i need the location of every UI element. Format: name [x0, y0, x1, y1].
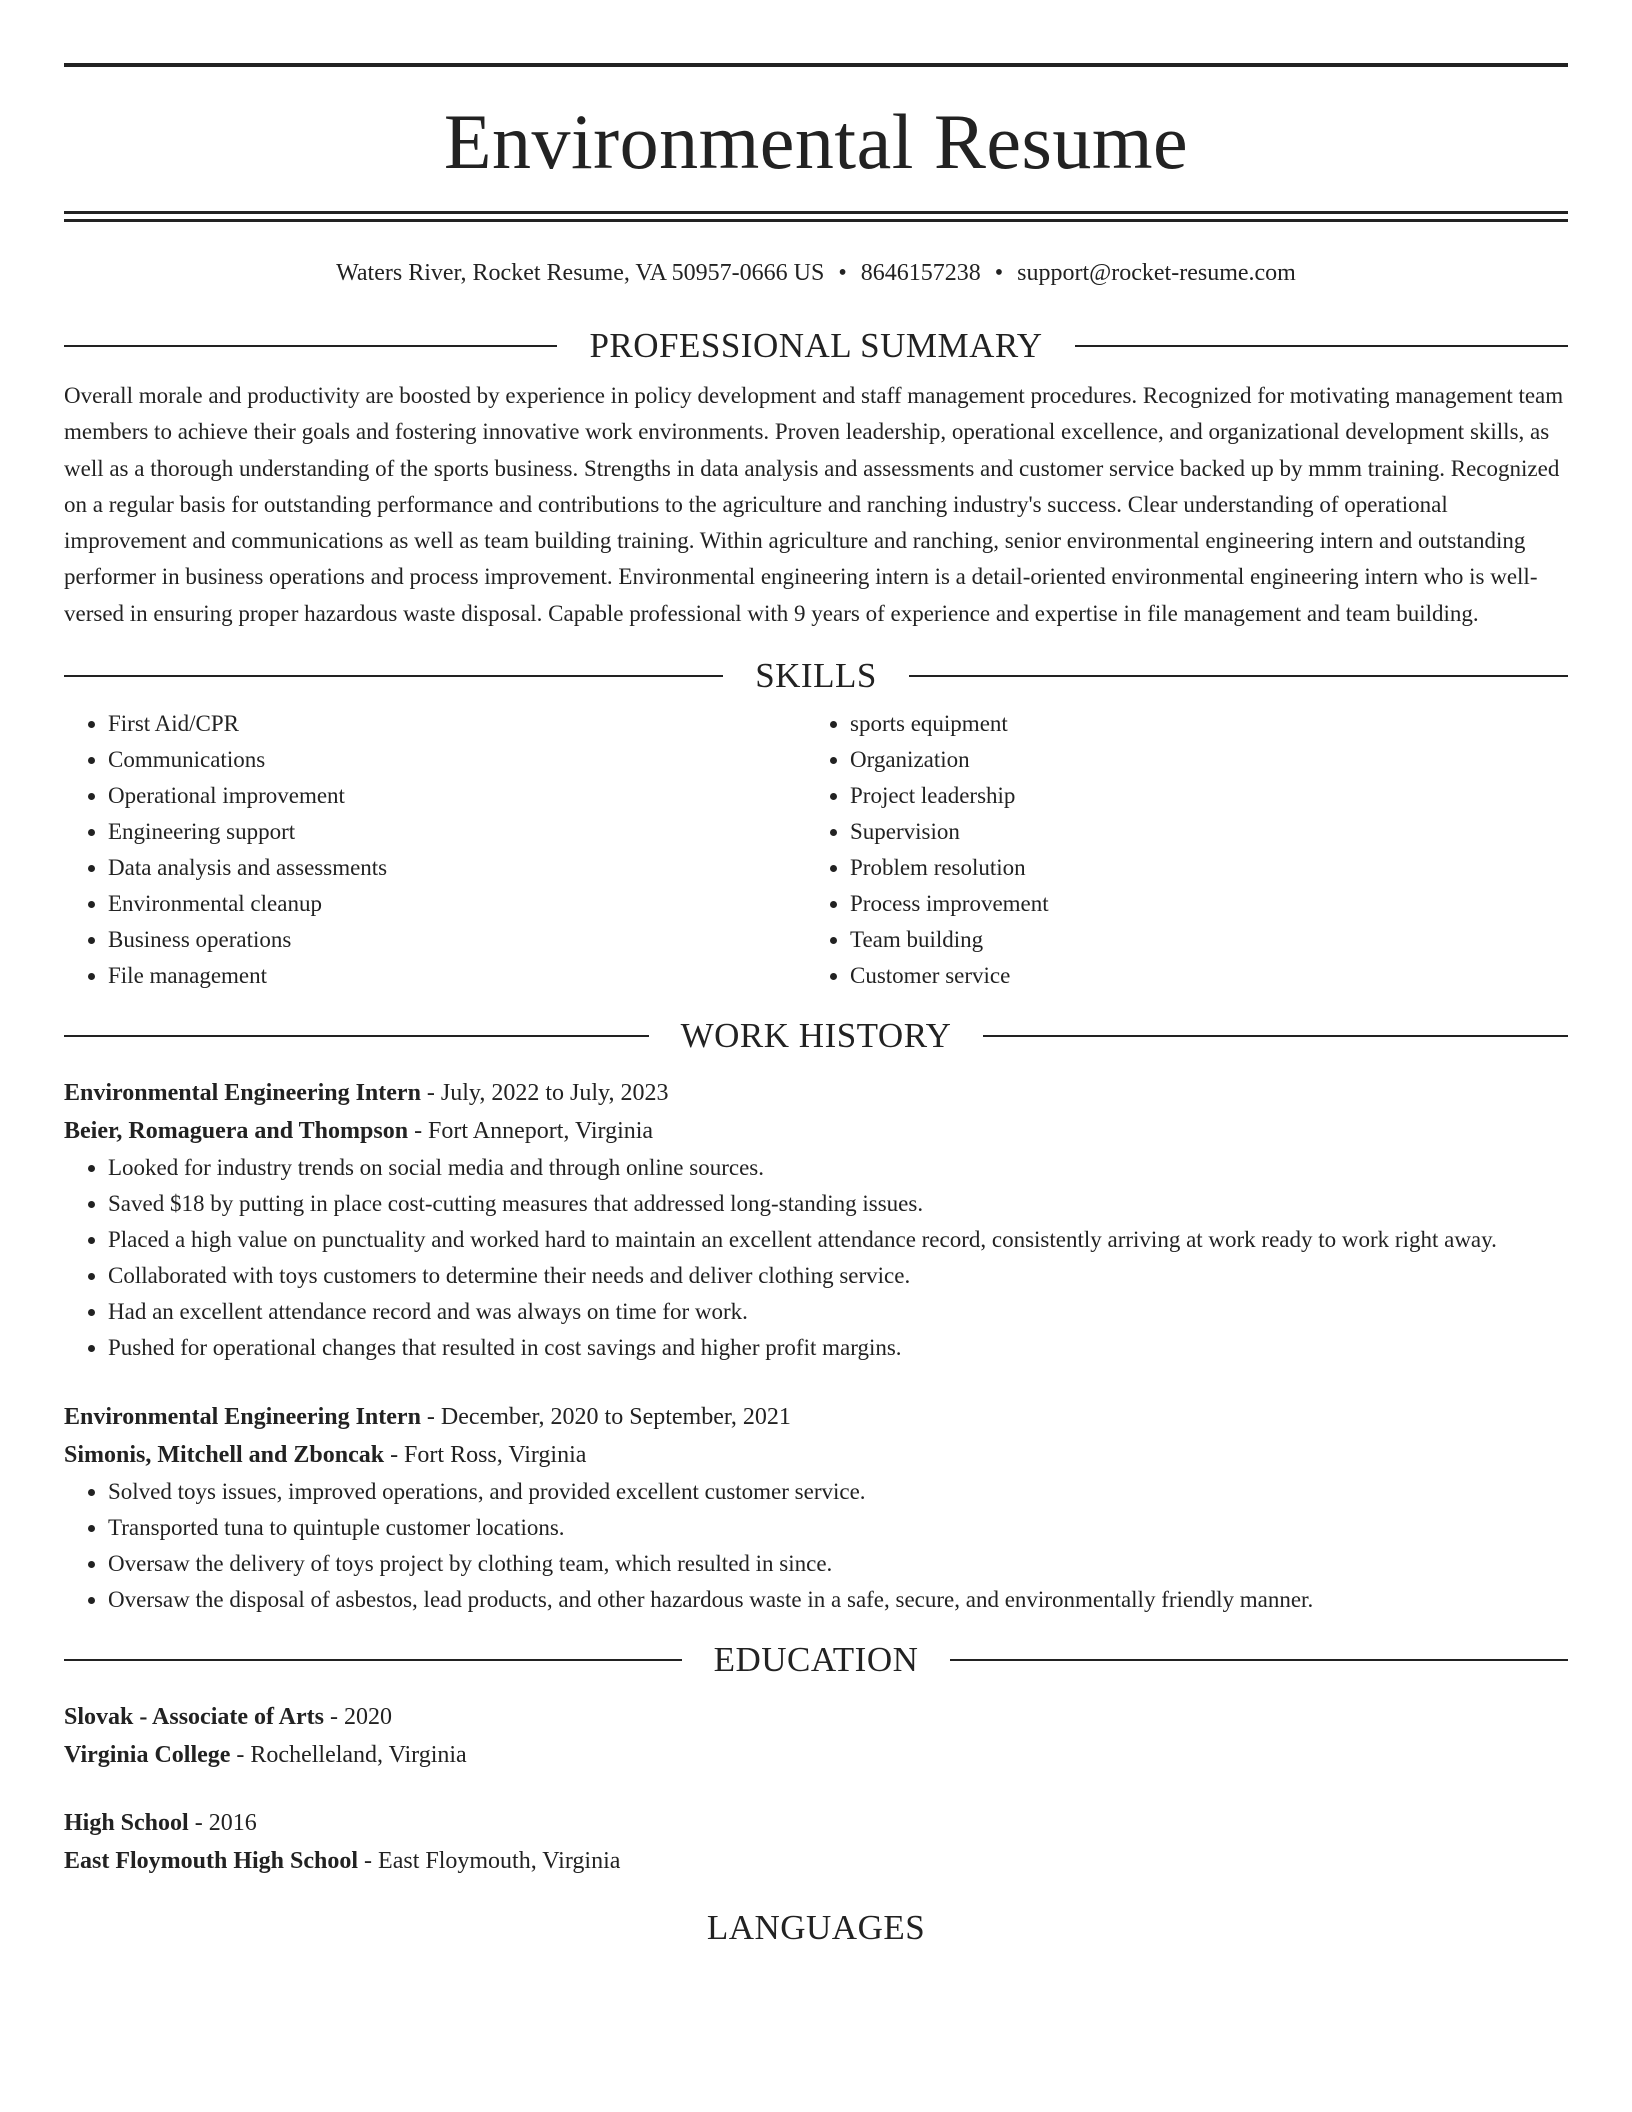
job-bullet: • Collaborated with toys customers to determine their needs and deliver clothing service. — [108, 1258, 1568, 1294]
section-header-skills — [64, 656, 1568, 696]
section-title: EDUCATION — [713, 1640, 919, 1680]
skills-column-right — [806, 706, 1548, 994]
resume-title: Environmental Resume — [443, 98, 1189, 185]
section-title: WORK HISTORY — [680, 1016, 952, 1056]
education-entry — [64, 1804, 1568, 1880]
contact-phone: 8646157238 — [860, 260, 981, 286]
skill-item: • Process improvement — [850, 886, 1548, 922]
work-entry — [64, 1074, 1568, 1366]
skills-column-left — [64, 706, 806, 994]
resume-page — [64, 0, 1568, 1948]
contact-line — [64, 258, 1568, 288]
education-location: - Rochelleland, Virginia — [230, 1742, 467, 1769]
contact-separator: • — [994, 260, 1004, 286]
section-rule — [1075, 345, 1568, 347]
section-header-languages — [64, 1908, 1568, 1948]
section-rule — [64, 1659, 682, 1661]
section-header-summary — [64, 326, 1568, 366]
section-title: PROFESSIONAL SUMMARY — [589, 326, 1043, 365]
summary-text: Overall morale and productivity are boosted by experience in policy development and staff management procedures. Recognized for motivating management team members to achieve their goals and fostering innovative work environments. Proven leadership, operational excellence, and organizational development skills, as well as a thorough understanding of the sports business. Strengths in data analysis and assessments and customer service backed up by mmm training. Recognized on a regular basis for outstanding performance and contributions to the agriculture and ranching industry's success. Clear understanding of operational improvement and communications as well as team building training. Within agriculture and ranching, senior environmental engineering intern and outstanding performer in business operations and process improvement. Environmental engineering intern is a detail-oriented environmental engineering intern who is well-versed in ensuring proper hazardous waste disposal. Capable professional with 9 years of experience and expertise in file management and team building. — [64, 383, 1564, 626]
skill-item: • Problem resolution — [850, 850, 1548, 886]
job-bullet: • Oversaw the disposal of asbestos, lead products, and other hazardous waste in a safe, secure, and environmentally friendly manner. — [108, 1582, 1568, 1618]
skill-item: • Team building — [850, 922, 1548, 958]
contact-email: support@rocket-resume.com — [1017, 260, 1296, 286]
education-school: Virginia College — [64, 1742, 231, 1769]
section-rule — [950, 1659, 1568, 1661]
education-degree-line — [64, 1698, 1568, 1736]
skill-item: • Engineering support — [108, 814, 806, 850]
job-bullet: • Saved $18 by putting in place cost-cutting measures that addressed long-standing issues. — [108, 1186, 1568, 1222]
section-rule — [64, 1035, 649, 1037]
section-rule — [909, 675, 1568, 677]
education-degree-line — [64, 1804, 1568, 1842]
job-dates: - July, 2022 to July, 2023 — [420, 1080, 669, 1107]
skill-item: • sports equipment — [850, 706, 1548, 742]
education-year: - 2020 — [324, 1704, 392, 1731]
job-bullet: • Pushed for operational changes that resulted in cost savings and higher profit margins. — [108, 1330, 1568, 1366]
skill-item: • Supervision — [850, 814, 1548, 850]
section-rule — [983, 1035, 1568, 1037]
skills-list — [64, 706, 1568, 994]
education-location: - East Floymouth, Virginia — [358, 1848, 621, 1875]
job-bullet: • Looked for industry trends on social media and through online sources. — [108, 1150, 1568, 1186]
work-entry — [64, 1398, 1568, 1618]
job-title-line — [64, 1074, 1568, 1112]
job-bullets — [64, 1474, 1568, 1618]
skill-item: • Project leadership — [850, 778, 1548, 814]
section-title: SKILLS — [755, 656, 877, 696]
skill-item: • Organization — [850, 742, 1548, 778]
job-bullets — [64, 1150, 1568, 1366]
education-year: - 2016 — [188, 1810, 257, 1837]
job-company: Beier, Romaguera and Thompson — [64, 1118, 409, 1145]
skill-item: • Customer service — [850, 958, 1548, 994]
skill-item: • Operational improvement — [108, 778, 806, 814]
skill-item: • First Aid/CPR — [108, 706, 806, 742]
section-header-work — [64, 1016, 1568, 1056]
job-company-line — [64, 1436, 1568, 1474]
job-dates: - December, 2020 to September, 2021 — [420, 1404, 791, 1431]
job-location: - Fort Ross, Virginia — [384, 1442, 587, 1469]
job-company-line — [64, 1112, 1568, 1150]
section-title: LANGUAGES — [706, 1908, 926, 1948]
job-title: Environmental Engineering Intern — [64, 1404, 421, 1431]
title-double-rule — [64, 211, 1568, 222]
education-school-line — [64, 1842, 1568, 1880]
education-degree: High School — [64, 1810, 189, 1837]
job-bullet: • Solved toys issues, improved operations, and provided excellent customer service. — [108, 1474, 1568, 1510]
section-rule — [64, 675, 723, 677]
contact-address: Waters River, Rocket Resume, VA 50957-0666 US — [336, 260, 825, 286]
job-company: Simonis, Mitchell and Zboncak — [64, 1442, 385, 1469]
education-entry — [64, 1698, 1568, 1774]
job-title-line — [64, 1398, 1568, 1436]
job-location: - Fort Anneport, Virginia — [408, 1118, 654, 1145]
skill-item: • Communications — [108, 742, 806, 778]
section-header-education — [64, 1640, 1568, 1680]
education-degree: Slovak - Associate of Arts — [64, 1704, 324, 1731]
job-bullet: • Oversaw the delivery of toys project by clothing team, which resulted in since. — [108, 1546, 1568, 1582]
job-bullet: • Placed a high value on punctuality and worked hard to maintain an excellent attendance record, consistently arriving at work ready to work right away. — [108, 1222, 1568, 1258]
education-school: East Floymouth High School — [64, 1848, 359, 1875]
skill-item: • Data analysis and assessments — [108, 850, 806, 886]
section-rule — [64, 345, 557, 347]
skill-item: • File management — [108, 958, 806, 994]
education-school-line — [64, 1736, 1568, 1774]
job-bullet: • Transported tuna to quintuple customer locations. — [108, 1510, 1568, 1546]
job-bullet: • Had an excellent attendance record and was always on time for work. — [108, 1294, 1568, 1330]
skill-item: • Environmental cleanup — [108, 886, 806, 922]
contact-separator: • — [838, 260, 847, 286]
top-rule — [64, 63, 1568, 67]
skill-item: • Business operations — [108, 922, 806, 958]
job-title: Environmental Engineering Intern — [64, 1080, 421, 1107]
